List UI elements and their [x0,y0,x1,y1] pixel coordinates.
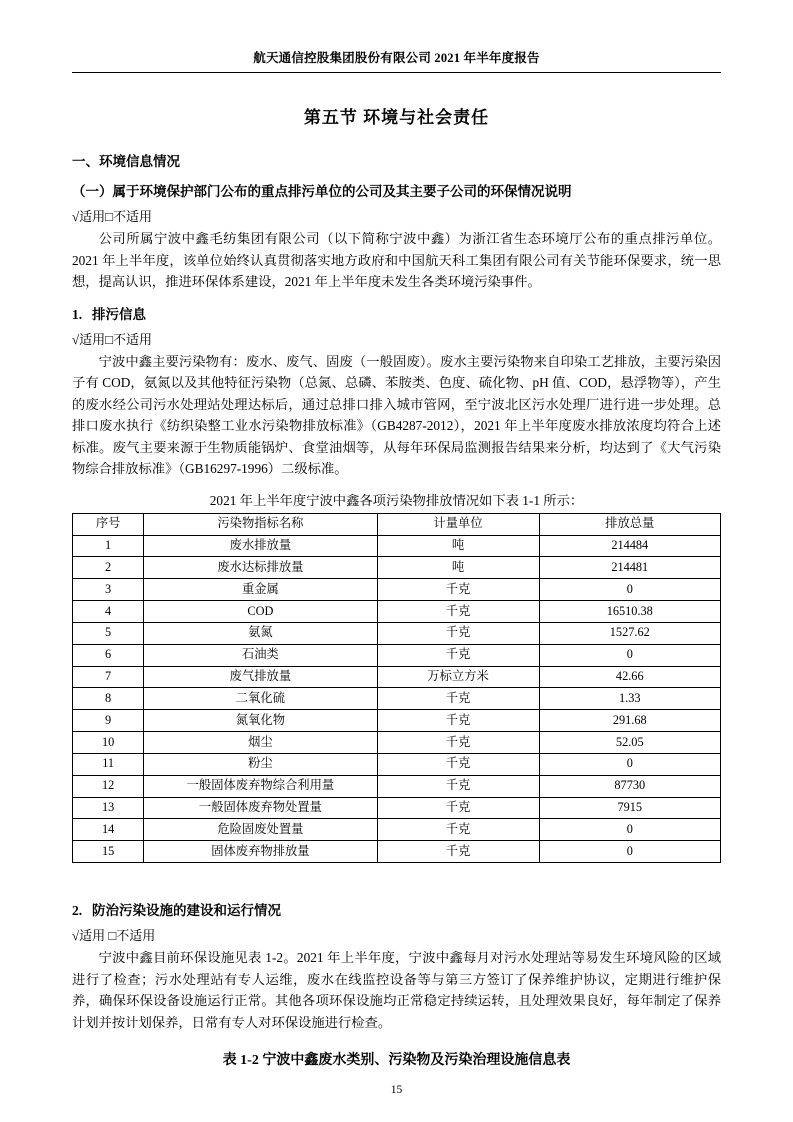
cell-pollutant: 二氧化硫 [144,688,377,710]
table-row [73,688,721,710]
cell-total: 0 [539,841,720,863]
cell-index: 4 [73,601,144,623]
cell-total: 214481 [539,557,720,579]
heading-environment-info: 一、环境信息情况 [72,154,180,169]
heading-discharge-number: 1. [72,306,83,322]
cell-index: 8 [73,688,144,710]
cell-index: 10 [73,732,144,754]
cell-total: 87730 [539,775,720,797]
column-header-index: 序号 [73,513,144,535]
cell-pollutant: 石油类 [144,644,377,666]
cell-unit: 千克 [377,644,539,666]
cell-pollutant: 固体废弃物排放量 [144,841,377,863]
running-header: 航天通信控股集团股份有限公司 2021 年半年度报告 [253,51,540,65]
heading-facilities-number: 2. [72,903,83,919]
heading-discharge-label: 排污信息 [92,306,146,322]
cell-unit: 千克 [377,819,539,841]
header-divider [72,72,721,73]
table-row [73,753,721,775]
heading-key-polluters: （一）属于环境保护部门公布的重点排污单位的公司及其主要子公司的环保情况说明 [72,184,572,199]
heading-facilities-label: 防治污染设施的建设和运行情况 [92,903,281,919]
table-row [73,601,721,623]
heading-pollution-facilities [72,899,721,919]
table-row [73,841,721,863]
pollutant-emissions-table [72,513,721,863]
cell-unit: 千克 [377,775,539,797]
cell-unit: 千克 [377,841,539,863]
cell-unit: 千克 [377,601,539,623]
cell-unit: 吨 [377,557,539,579]
cell-pollutant: 烟尘 [144,732,377,754]
table-row [73,775,721,797]
cell-unit: 千克 [377,732,539,754]
cell-unit: 千克 [377,753,539,775]
cell-pollutant: 危险固废处置量 [144,819,377,841]
cell-index: 15 [73,841,144,863]
cell-pollutant: 一般固体废弃物处置量 [144,797,377,819]
cell-pollutant: 废气排放量 [144,666,377,688]
cell-total: 0 [539,753,720,775]
table-row [73,797,721,819]
cell-index: 5 [73,622,144,644]
cell-pollutant: 氮氧化物 [144,710,377,732]
table-row [73,666,721,688]
cell-unit: 千克 [377,710,539,732]
cell-index: 1 [73,535,144,557]
cell-pollutant: 废水排放量 [144,535,377,557]
cell-total: 52.05 [539,732,720,754]
table-header-row [73,513,721,535]
cell-total: 0 [539,819,720,841]
table-row [73,557,721,579]
cell-index: 9 [73,710,144,732]
cell-index: 11 [73,753,144,775]
cell-unit: 千克 [377,688,539,710]
table-row [73,819,721,841]
applicability-line-2: √适用□不适用 [72,331,152,347]
cell-index: 13 [73,797,144,819]
cell-total: 7915 [539,797,720,819]
cell-unit: 千克 [377,797,539,819]
cell-pollutant: 重金属 [144,579,377,601]
table-row [73,644,721,666]
table-row [73,579,721,601]
column-header-pollutant: 污染物指标名称 [144,513,377,535]
cell-total: 0 [539,579,720,601]
cell-unit: 万标立方米 [377,666,539,688]
table-row [73,622,721,644]
table-row [73,535,721,557]
table-row [73,732,721,754]
paragraph-pollutant-detail: 宁波中鑫主要污染物有：废水、废气、固废（一般固废）。废水主要污染物来自印染工艺排放，主要污染因子有 COD，氨氮以及其他特征污染物（总氮、总磷、苯胺类、色度、硫化物、pH 值、COD，悬浮物等），产生的废水经公司污水处理站处理达标后，通过总排口排入城市管网，至宁波北区污水处理厂进行进一步处理。总排口废水执行《纺织染整工业水污染物排放标准》（GB4287-2012），2021 年上半年度废水排放浓度均符合上述标准。废气主要来源于生物质能锅炉、食堂油烟等，从每年环保局监测报告结果来分析，均达到了《大气污染物综合排放标准》（GB16297-1996）二级标准。 [72,353,721,477]
page-title: 第五节 环境与社会责任 [303,108,490,127]
cell-pollutant: 氨氮 [144,622,377,644]
paragraph-facilities-detail: 宁波中鑫目前环保设施见表 1-2。2021 年上半年度，宁波中鑫每月对污水处理站等易发生环境风险的区域进行了检查；污水处理站有专人运维，废水在线监控设备等与第三方签订了保养维护协议，定期进行维护保养，确保环保设备设施运行正常。其他各项环保设施均正常稳定持续运转，且处理效果良好，每年制定了保养计划并按计划保养，日常有专人对环保设施进行检查。 [72,950,721,1030]
cell-total: 0 [539,644,720,666]
cell-total: 1.33 [539,688,720,710]
table-row [73,710,721,732]
cell-index: 7 [73,666,144,688]
cell-total: 42.66 [539,666,720,688]
cell-unit: 千克 [377,622,539,644]
cell-pollutant: 粉尘 [144,753,377,775]
applicability-line-1: √适用□不适用 [72,209,152,224]
cell-pollutant: 废水达标排放量 [144,557,377,579]
cell-index: 2 [73,557,144,579]
cell-unit: 吨 [377,535,539,557]
cell-total: 16510.38 [539,601,720,623]
heading-discharge-info [72,303,721,323]
cell-index: 12 [73,775,144,797]
cell-pollutant: 一般固体废弃物综合利用量 [144,775,377,797]
applicability-line-3: √适用 □不适用 [72,928,156,944]
column-header-unit: 计量单位 [377,513,539,535]
table-1-2-caption: 表 1-2 宁波中鑫废水类别、污染物及污染治理设施信息表 [222,1053,571,1069]
cell-total: 214484 [539,535,720,557]
paragraph-company-overview: 公司所属宁波中鑫毛纺集团有限公司（以下简称宁波中鑫）为浙江省生态环境厅公布的重点排污单位。2021 年上半年度，该单位始终认真贯彻落实地方政府和中国航天科工集团有限公司有关节能环保要求，统一思想，提高认识，推进环保体系建设，2021 年上半年度未发生各类环境污染事件。 [72,231,721,290]
cell-index: 3 [73,579,144,601]
page-number: 15 [390,1084,403,1096]
cell-total: 1527.62 [539,622,720,644]
cell-pollutant: COD [144,601,377,623]
table-1-1-caption: 2021 年上半年度宁波中鑫各项污染物排放情况如下表 1-1 所示： [209,492,584,508]
cell-unit: 千克 [377,579,539,601]
cell-index: 6 [73,644,144,666]
column-header-total: 排放总量 [539,513,720,535]
cell-index: 14 [73,819,144,841]
cell-total: 291.68 [539,710,720,732]
